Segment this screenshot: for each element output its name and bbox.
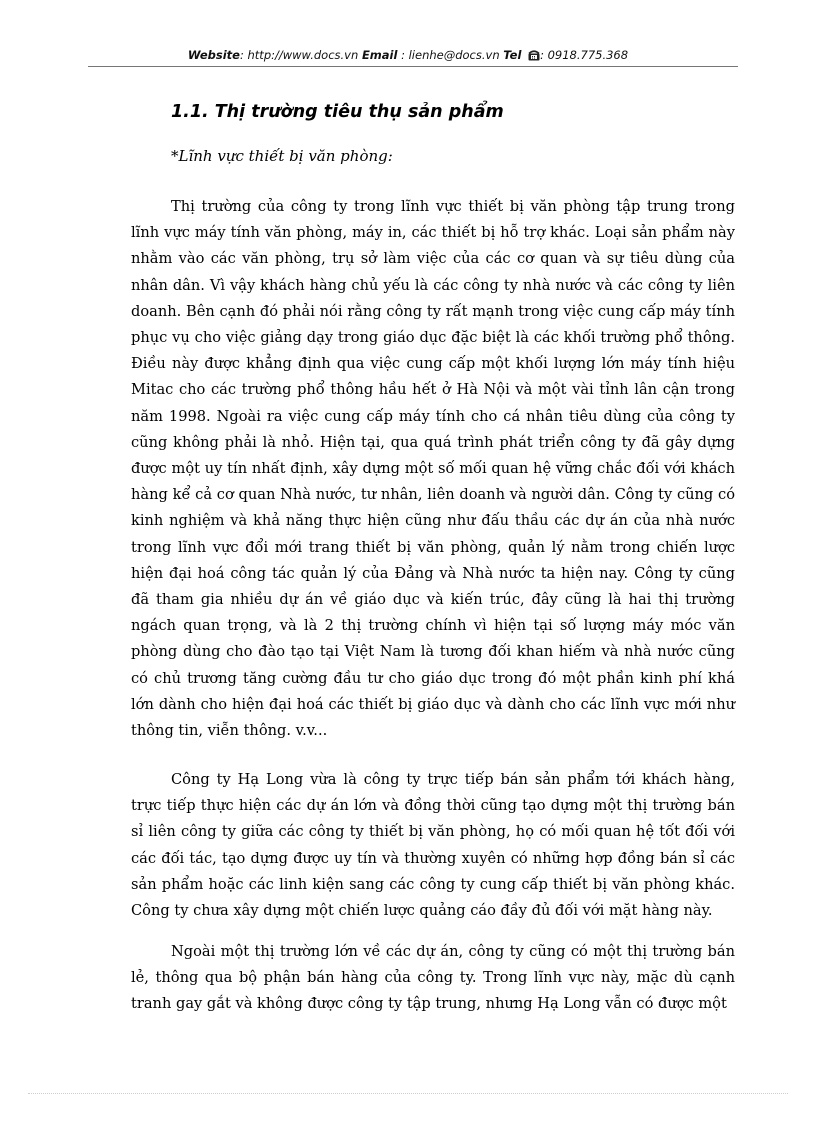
page-header xyxy=(0,48,816,64)
section-heading: 1.1. Thị trường tiêu thụ sản phẩm xyxy=(171,102,504,122)
phone-icon xyxy=(528,50,540,64)
email-label: Email xyxy=(361,48,398,62)
website-link[interactable]: : http://www.docs.vn xyxy=(239,48,359,62)
paragraph-2: Công ty Hạ Long vừa là công ty trực tiếp bán sản phẩm tới khách hàng, trực tiếp thực hiện các dự án lớn và đồng thời cũng tạo dựng một thị trường bán sỉ liên công ty giữa các công ty thiết bị văn phòng, họ có mối quan hệ tốt đối với các đối tác, tạo dựng được uy tín và thường xuyên có những hợp đồng bán sỉ các sản phẩm hoặc các linh kiện sang các công ty cung cấp thiết bị văn phòng khác. Công ty chưa xây dựng một chiến lược quảng cáo đầy đủ đối với mặt hàng này. xyxy=(131,771,735,920)
email-link[interactable]: : lienhe@docs.vn xyxy=(401,48,500,62)
paragraph-1: Thị trường của công ty trong lĩnh vực thiết bị văn phòng tập trung trong lĩnh vực máy tính văn phòng, máy in, các thiết bị hỗ trợ khác. Loại sản phẩm này nhằm vào các văn phòng, trụ sở làm việc của các cơ quan và sự tiêu dùng của nhân dân. Vì vậy khách hàng chủ yếu là các công ty nhà nước và các công ty liên doanh. Bên cạnh đó phải nói rằng công ty rất mạnh trong việc cung cấp máy tính phục vụ cho việc giảng dạy trong giáo dục đặc biệt là các khối trường phổ thông. Điều này được khẳng định qua việc cung cấp một khối lượng lớn máy tính hiệu Mitac cho các trường phổ thông hầu hết ở Hà Nội và một vài tỉnh lân cận trong năm 1998. Ngoài ra việc cung cấp máy tính cho cá nhân tiêu dùng của công ty cũng không phải là nhỏ. Hiện tại, qua quá trình phát triển công ty đã gây dựng được một uy tín nhất định, xây dựng một số mối quan hệ vững chắc đối với khách hàng kể cả cơ quan Nhà nước, tư nhân, liên doanh và người dân. Công ty cũng có kinh nghiệm và khả năng thực hiện cũng như đấu thầu các dự án của nhà nước trong lĩnh vực đổi mới trang thiết bị văn phòng, quản lý nằm trong chiến lược hiện đại hoá công tác quản lý của Đảng và Nhà nước ta hiện nay. Công ty cũng đã tham gia nhiều dự án về giáo dục và kiến trúc, đây cũng là hai thị trường ngách quan trọng, và là 2 thị trường chính vì hiện tại số lượng máy móc văn phòng dùng cho đào tạo tại Việt Nam là tương đối khan hiếm và nhà nước cũng có chủ trương tăng cường đầu tư cho giáo dục trong đó một phần kinh phí khá lớn dành cho hiện đại hoá các thiết bị giáo dục và dành cho các lĩnh vực mới như thông tin, viễn thông. v.v... xyxy=(131,198,735,740)
tel-value: : 0918.775.368 xyxy=(540,48,629,62)
footer-divider xyxy=(28,1093,788,1094)
website-label: Website xyxy=(187,48,240,62)
section-subheading: *Lĩnh vực thiết bị văn phòng: xyxy=(171,147,393,165)
header-divider xyxy=(88,66,738,67)
paragraph-3: Ngoài một thị trường lớn về các dự án, công ty cũng có một thị trường bán lẻ, thông qua bộ phận bán hàng của công ty. Trong lĩnh vực này, mặc dù cạnh tranh gay gắt và không được công ty tập trung, nhưng Hạ Long vẫn có được một xyxy=(131,943,735,1013)
tel-label: Tel xyxy=(503,48,522,62)
